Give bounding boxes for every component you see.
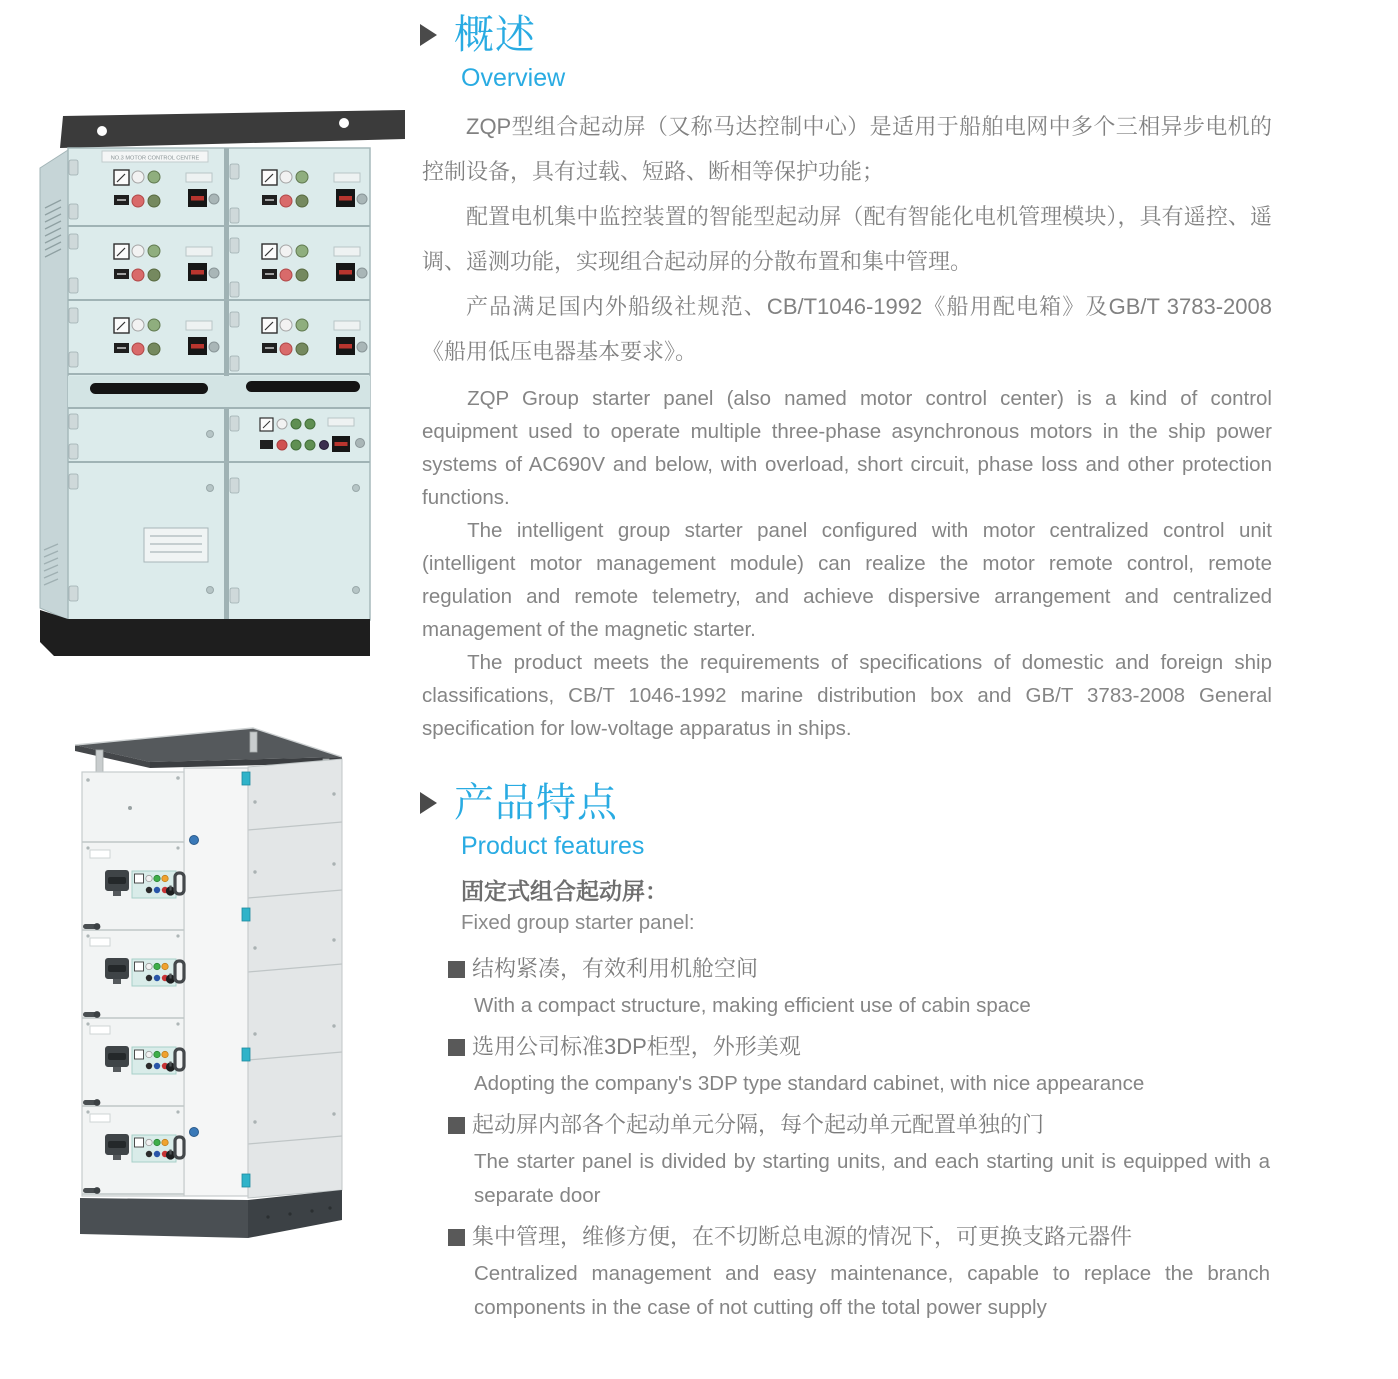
feature-item (448, 1106, 1272, 1213)
feature-cn-line (448, 1218, 1272, 1256)
cabinet2-photo (68, 712, 368, 1277)
features-title-cn: 产品特点 (454, 781, 618, 825)
cabinet2-starter-door-stack (82, 772, 184, 1196)
overview-title-en: Overview (461, 64, 566, 92)
cabinet1-illustration (38, 108, 413, 663)
cabinet2-illustration (68, 712, 368, 1277)
teal-hinge-clip (242, 908, 250, 921)
center-door-knob (190, 836, 199, 845)
features-subtitle-cn: 固定式组合起动屏： (461, 878, 668, 904)
section-arrow-icon (420, 24, 437, 46)
cabinet2-plinth (80, 1190, 342, 1238)
cabinet1-side-panel (40, 150, 68, 620)
center-door-knob (190, 1128, 199, 1137)
feature-cn-text: 起动屏内部各个起动单元分隔，每个起动单元配置单独的门 (472, 1112, 1045, 1137)
features-list (448, 950, 1272, 1325)
teal-hinge-clip (242, 1174, 250, 1187)
feature-en-text: Adopting the company's 3DP type standard cabinet, with nice appearance (474, 1072, 1145, 1095)
section-arrow-icon (420, 792, 437, 814)
paragraph-en: The product meets the requirements of specifications of domestic and foreign ship classifications, CB/T 1046-1992 marine distribution box and GB/T 3783-2008 General specification for low-voltage apparatus in ships. (422, 651, 1272, 740)
paragraph-cn: 配置电机集中监控装置的智能型起动屏（配有智能化电机管理模块），具有遥控、遥调、遥测功能，实现组合起动屏的分散布置和集中管理。 (422, 204, 1272, 274)
feature-en-text: With a compact structure, making efficient use of cabin space (474, 994, 1031, 1017)
product-features-section (420, 780, 1272, 1330)
feature-cn-text: 选用公司标准3DP柜型，外形美观 (472, 1034, 801, 1059)
overview-header (420, 12, 1272, 58)
cabinet1-spec-plate (144, 528, 208, 562)
feature-cn-line (448, 1106, 1272, 1144)
features-header (420, 780, 1272, 826)
feature-cn-text: 结构紧凑，有效利用机舱空间 (472, 956, 759, 981)
feature-item (448, 1218, 1272, 1325)
feature-cn-line (448, 950, 1272, 988)
feature-en-text: Centralized management and easy maintenance, capable to replace the branch components in the case of not cutting off the total power supply (474, 1262, 1270, 1319)
feature-item (448, 950, 1272, 1023)
paragraph-cn: 产品满足国内外船级社规范、CB/T1046-1992《船用配电箱》及GB/T 3783-2008《船用低压电器基本要求》。 (422, 294, 1272, 364)
overview-chinese-paragraphs (422, 104, 1272, 374)
cabinet1-nameplate-text: NO.3 MOTOR CONTROL CENTRE (110, 155, 200, 162)
feature-cn-line (448, 1028, 1272, 1066)
features-subtitle-en: Fixed group starter panel: (461, 911, 695, 934)
bullet-square-icon (448, 1039, 465, 1056)
paragraph-cn: ZQP型组合起动屏（又称马达控制中心）是适用于船舶电网中多个三相异步电机的控制设备，具有过载、短路、断相等保护功能； (422, 114, 1272, 184)
cabinet2-side-panel (248, 759, 342, 1198)
overview-section (420, 12, 1272, 745)
feature-en-text: The starter panel is divided by starting units, and each starting unit is equipped with a separate door (474, 1150, 1270, 1207)
paragraph-en: ZQP Group starter panel (also named motor control center) is a kind of control equipment used to operate multiple three-phase asynchronous motors in the ship power systems of AC690V and below, with overload, short circuit, phase loss and other protection functions. (422, 387, 1272, 509)
feature-item (448, 1028, 1272, 1101)
cabinet1-photo (38, 108, 413, 663)
bullet-square-icon (448, 961, 465, 978)
feature-cn-text: 集中管理，维修方便，在不切断总电源的情况下，可更换支路元器件 (472, 1224, 1133, 1249)
cabinet1-nameplate-strip (102, 151, 208, 162)
teal-hinge-clip (242, 1048, 250, 1061)
bullet-square-icon (448, 1229, 465, 1246)
overview-english-paragraphs (422, 382, 1272, 745)
cabinet1-top-cap (60, 110, 405, 148)
paragraph-en: The intelligent group starter panel configured with motor centralized control unit (intelligent motor management module) can realize the motor remote control, remote regulation and remote telemetry, and achieve dispersive arrangement and centralized management of the magnetic starter. (422, 519, 1272, 641)
overview-title-cn: 概述 (454, 13, 536, 57)
features-title-en: Product features (461, 832, 645, 860)
teal-hinge-clip (242, 772, 250, 785)
cabinet2-center-door (184, 768, 250, 1196)
bullet-square-icon (448, 1117, 465, 1134)
